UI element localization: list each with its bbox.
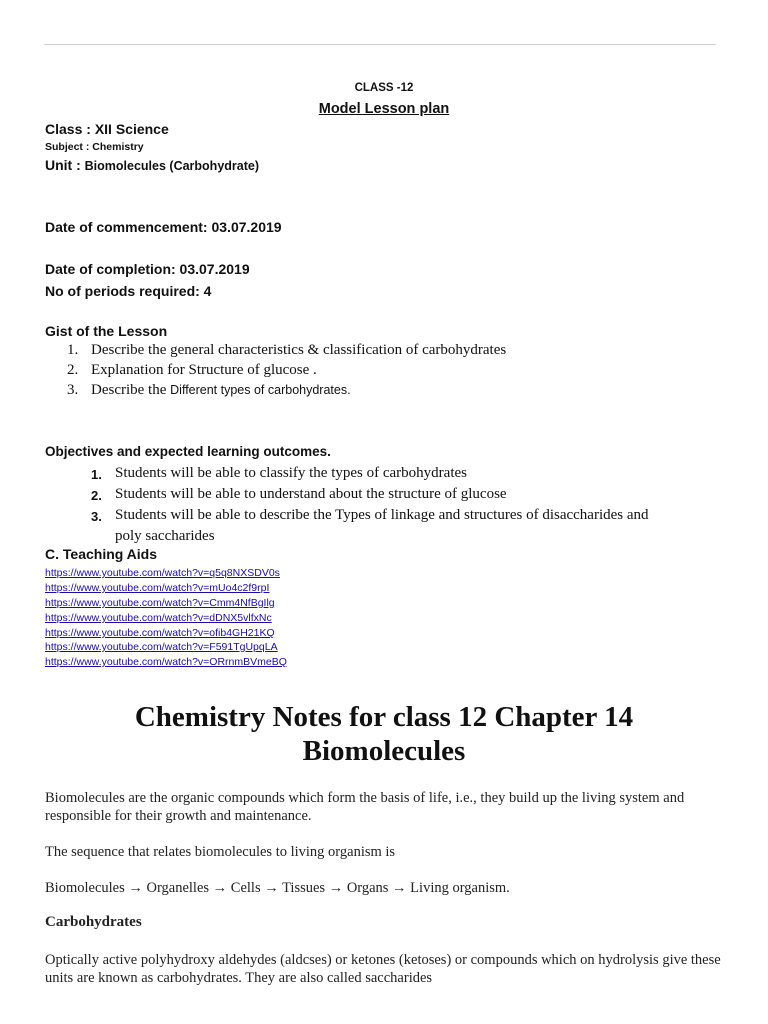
lesson-plan-title-text: Model Lesson plan xyxy=(318,101,450,117)
gist-item-number: 3. xyxy=(67,382,79,398)
intro-paragraph: Biomolecules are the organic compounds which form the basis of life, i.e., they build up the living system and responsible for their growth and maintenance. xyxy=(45,790,685,824)
carbohydrates-heading: Carbohydrates xyxy=(45,914,142,930)
class-line xyxy=(45,121,169,137)
class-label: CLASS -12 xyxy=(354,82,414,94)
date-of-completion: Date of completion: 03.07.2019 xyxy=(45,261,250,277)
gist-item-text: Describe the general characteristics & classification of carbohydrates xyxy=(91,342,507,358)
gist-item-small-text: Different types of carbohydrates. xyxy=(170,383,351,397)
objective-number: 2. xyxy=(91,488,102,503)
periods-required: No of periods required: 4 xyxy=(45,283,212,299)
objective-item xyxy=(91,505,651,547)
gist-item-number: 2. xyxy=(67,362,79,378)
gist-item xyxy=(67,382,351,399)
objective-text: Students will be able to describe the Types of linkage and structures of disaccharides and poly saccharides xyxy=(115,507,649,544)
lesson-plan-title xyxy=(0,101,768,117)
teaching-aid-link[interactable]: https://www.youtube.com/watch?v=dDNX5vlfxNc xyxy=(45,612,272,624)
teaching-aid-link[interactable]: https://www.youtube.com/watch?v=ofib4GH21KQ xyxy=(45,627,275,639)
objective-text: Students will be able to classify the types of carbohydrates xyxy=(115,465,467,481)
teaching-aid-link[interactable]: https://www.youtube.com/watch?v=q5q8NXSDV0s xyxy=(45,567,280,579)
objective-text: Students will be able to understand about the structure of glucose xyxy=(115,486,507,502)
unit-value: Biomolecules (Carbohydrate) xyxy=(84,159,259,173)
subject-value: Chemistry xyxy=(92,141,144,153)
objectives-title: Objectives and expected learning outcomes. xyxy=(45,444,331,459)
subject-line xyxy=(45,141,144,153)
teaching-aid-link[interactable]: https://www.youtube.com/watch?v=mUo4c2f9rpI xyxy=(45,582,270,594)
unit-prefix: Unit : xyxy=(45,157,85,173)
gist-title: Gist of the Lesson xyxy=(45,323,168,339)
date-of-commencement: Date of commencement: 03.07.2019 xyxy=(45,219,282,235)
top-divider xyxy=(44,44,716,45)
subject-prefix: Subject : xyxy=(45,141,93,153)
teaching-aid-link[interactable]: https://www.youtube.com/watch?v=ORrnmBVmeBQ xyxy=(45,656,287,668)
objective-item xyxy=(91,463,651,484)
sequence-intro: The sequence that relates biomolecules to living organism is xyxy=(45,844,396,860)
teaching-aid-link[interactable]: https://www.youtube.com/watch?v=F591TgUpqLA xyxy=(45,641,278,653)
teaching-aid-link[interactable]: https://www.youtube.com/watch?v=Cmm4NfBgIlg xyxy=(45,597,275,609)
gist-item-number: 1. xyxy=(67,342,79,358)
gist-item xyxy=(67,342,506,359)
gist-item-text: Explanation for Structure of glucose . xyxy=(91,362,317,378)
notes-title: Chemistry Notes for class 12 Chapter 14 Biomolecules xyxy=(134,701,634,767)
class-value: XII Science xyxy=(94,121,169,137)
gist-item-text: Describe the xyxy=(91,382,171,398)
carbohydrates-paragraph: Optically active polyhydroxy aldehydes (aldcses) or ketones (ketoses) or compounds which on hydrolysis give these units are known as carbohydrates. They are also called saccharides xyxy=(45,952,721,986)
sequence-line: Biomolecules → Organelles → Cells → Tissues → Organs → Living organism. xyxy=(45,880,510,896)
teaching-aids-title: C. Teaching Aids xyxy=(45,546,158,562)
unit-line xyxy=(45,157,259,173)
objective-item xyxy=(91,484,651,505)
objective-number: 1. xyxy=(91,467,102,482)
objective-number: 3. xyxy=(91,509,102,524)
class-prefix: Class : xyxy=(45,121,95,137)
gist-item xyxy=(67,362,317,379)
